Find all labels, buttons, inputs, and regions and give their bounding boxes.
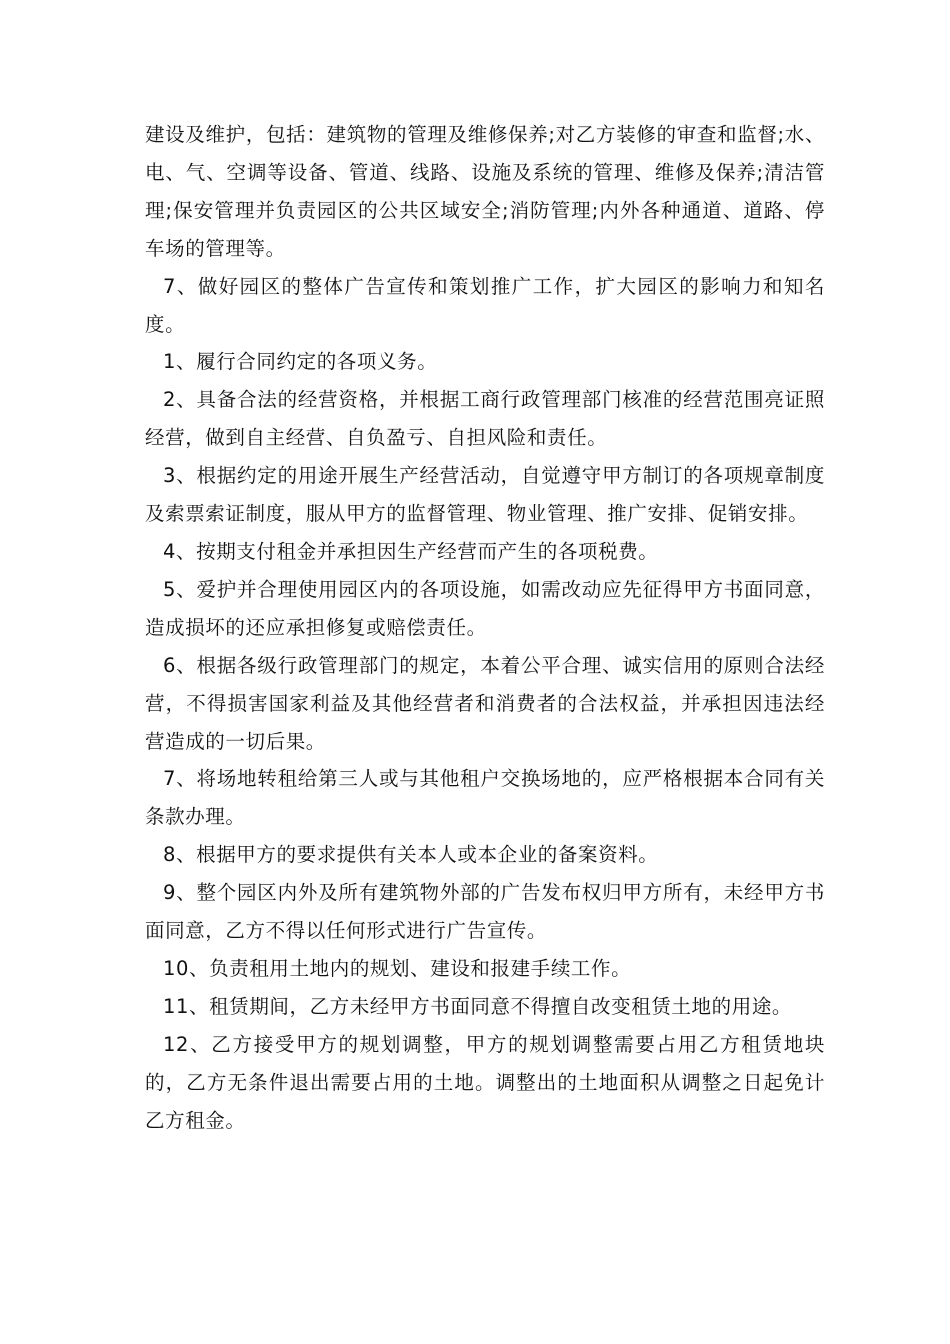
paragraph-item-5: 5、爱护并合理使用园区内的各项设施，如需改动应先征得甲方书面同意，造成损坏的还应承担修复或赔偿责任。 — [145, 577, 825, 639]
paragraph-maintenance-scope: 建设及维护，包括：建筑物的管理及维修保养;对乙方装修的审查和监督;水、电、气、空调等设备、管道、线路、设施及系统的管理、维修及保养;清洁管理;保安管理并负责园区的公共区域安全;消防管理;内外各种通道、道路、停车场的管理等。 — [145, 123, 825, 260]
paragraph-item-8: 8、根据甲方的要求提供有关本人或本企业的备案资料。 — [163, 843, 659, 867]
paragraph-item-12: 12、乙方接受甲方的规划调整，甲方的规划调整需要占用乙方租赁地块的，乙方无条件退出需要占用的土地。调整出的土地面积从调整之日起免计乙方租金。 — [145, 1032, 825, 1132]
document-body — [145, 116, 825, 1139]
paragraph-item-3: 3、根据约定的用途开展生产经营活动，自觉遵守甲方制订的各项规章制度及索票索证制度，服从甲方的监督管理、物业管理、推广安排、促销安排。 — [145, 464, 825, 526]
paragraph-item-4: 4、按期支付租金并承担因生产经营而产生的各项税费。 — [163, 539, 659, 563]
paragraph-item-7-sublease: 7、将场地转租给第三人或与其他租户交换场地的，应严格根据本合同有关条款办理。 — [145, 767, 825, 829]
paragraph-item-1: 1、履行合同约定的各项义务。 — [163, 350, 438, 374]
paragraph-item-6: 6、根据各级行政管理部门的规定，本着公平合理、诚实信用的原则合法经营，不得损害国家利益及其他经营者和消费者的合法权益，并承担因违法经营造成的一切后果。 — [145, 653, 825, 753]
paragraph-item-2: 2、具备合法的经营资格，并根据工商行政管理部门核准的经营范围亮证照经营，做到自主经营、自负盈亏、自担风险和责任。 — [145, 388, 825, 450]
paragraph-item-10: 10、负责租用土地内的规划、建设和报建手续工作。 — [163, 956, 632, 980]
paragraph-item-7-promotion: 7、做好园区的整体广告宣传和策划推广工作，扩大园区的影响力和知名度。 — [145, 274, 825, 336]
paragraph-item-11: 11、租赁期间，乙方未经甲方书面同意不得擅自改变租赁土地的用途。 — [163, 994, 793, 1018]
paragraph-item-9: 9、整个园区内外及所有建筑物外部的广告发布权归甲方所有，未经甲方书面同意，乙方不得以任何形式进行广告宣传。 — [145, 881, 825, 943]
